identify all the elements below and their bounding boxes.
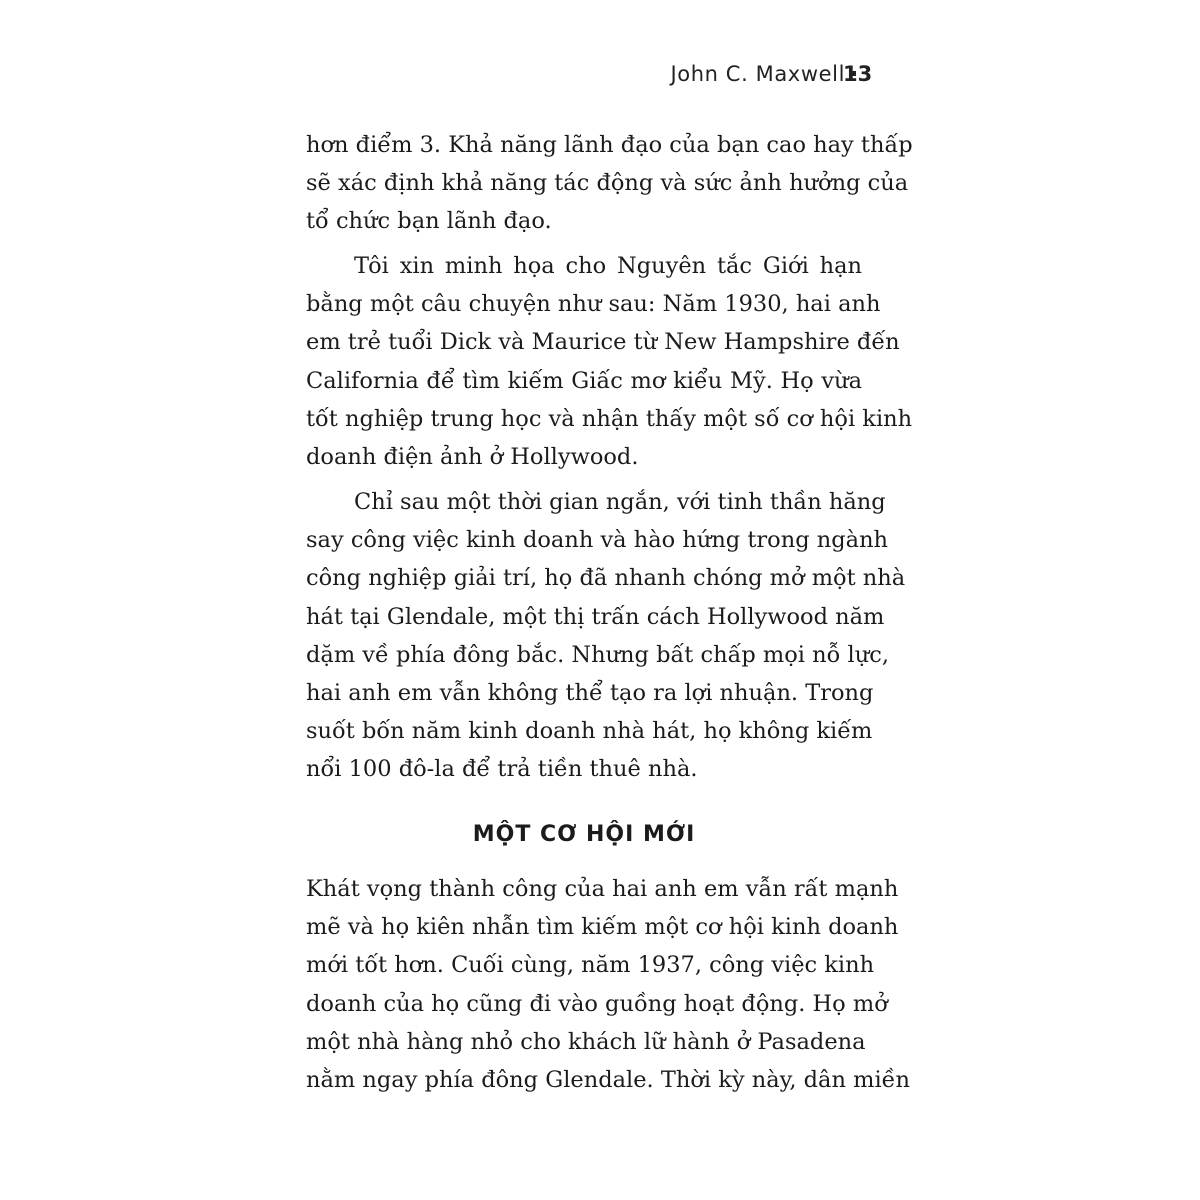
text-line: dặm về phía đông bắc. Nhưng bất chấp mọi nỗ lực, [306, 641, 890, 668]
text-line: Chỉ sau một thời gian ngắn, với tinh thần hăng [354, 489, 886, 515]
text-line: nổi 100 đô-la để trả tiền thuê nhà. [306, 756, 698, 783]
text-line: sẽ xác định khả năng tác động và sức ảnh hưởng của [306, 170, 909, 197]
section-heading: MỘT CƠ HỘI MỚI [472, 822, 696, 847]
text-line: mẽ và họ kiên nhẫn tìm kiếm một cơ hội kinh doanh [306, 914, 899, 941]
text-line: nằm ngay phía đông Glendale. Thời kỳ này, dân miền [306, 1066, 910, 1093]
paragraph-2 [306, 247, 913, 476]
text-line: hát tại Glendale, một thị trấn cách Hollywood năm [306, 603, 885, 630]
text-line: em trẻ tuổi Dick và Maurice từ New Hampshire đến [306, 329, 900, 356]
page-number: 13 [843, 62, 873, 86]
text-line: say công việc kinh doanh và hào hứng trong ngành [306, 527, 889, 554]
text-line: tổ chức bạn lãnh đạo. [306, 208, 552, 235]
text-line: hai anh em vẫn không thể tạo ra lợi nhuận. Trong [306, 679, 874, 706]
text-line: doanh điện ảnh ở Hollywood. [306, 443, 639, 470]
text-line: công nghiệp giải trí, họ đã nhanh chóng mở một nhà [306, 565, 906, 592]
text-line: một nhà hàng nhỏ cho khách lữ hành ở Pasadena [306, 1028, 866, 1055]
text-line: bằng một câu chuyện như sau: Năm 1930, hai anh [306, 291, 881, 318]
text-line: mới tốt hơn. Cuối cùng, năm 1937, công việc kinh [306, 952, 875, 979]
text-line: Tôi xin minh họa cho Nguyên tắc Giới hạn [354, 253, 862, 279]
text-line: suốt bốn năm kinh doanh nhà hát, họ không kiếm [306, 718, 873, 745]
text-line: Khát vọng thành công của hai anh em vẫn rất mạnh [306, 876, 899, 902]
text-line: doanh của họ cũng đi vào guồng hoạt động. Họ mở [306, 990, 888, 1017]
author-name: John C. Maxwell [670, 62, 845, 86]
text-line: tốt nghiệp trung học và nhận thấy một số cơ hội kinh [306, 405, 913, 432]
running-head [670, 62, 864, 86]
text-line: California để tìm kiếm Giấc mơ kiểu Mỹ. Họ vừa [306, 367, 862, 394]
paragraph-4 [306, 870, 910, 1099]
paragraph-1 [306, 126, 913, 241]
paragraph-3 [306, 483, 906, 789]
text-line: hơn điểm 3. Khả năng lãnh đạo của bạn cao hay thấp [306, 132, 913, 158]
